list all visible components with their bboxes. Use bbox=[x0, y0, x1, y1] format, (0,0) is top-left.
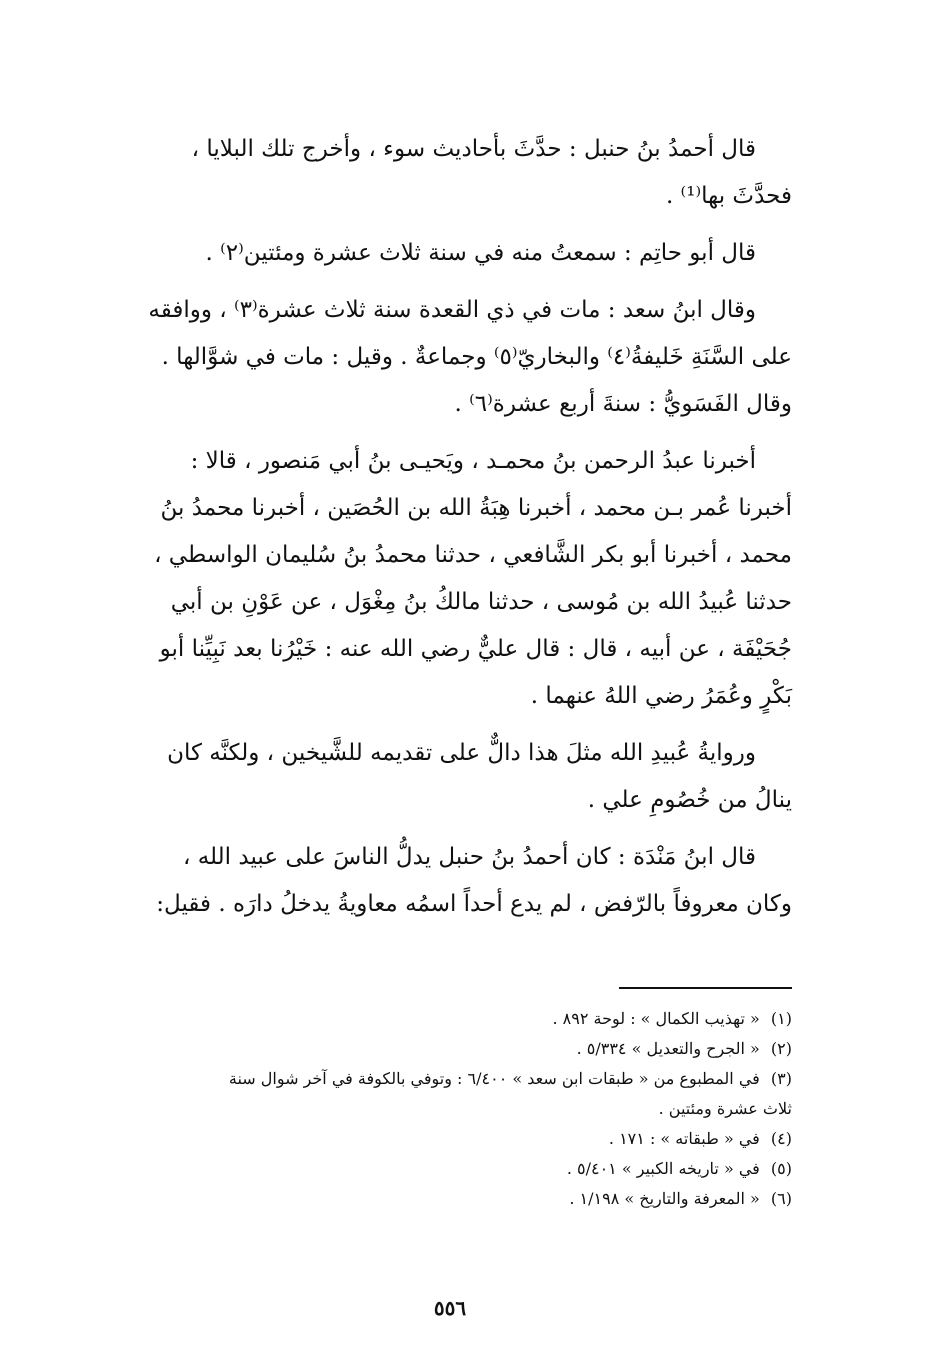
page-number: ٥٥٦ bbox=[433, 1296, 467, 1320]
footnote-divider bbox=[619, 987, 792, 989]
footnote-number: (١) bbox=[770, 1009, 792, 1028]
text-line: حدثنا عُبيدُ الله بن مُوسى ، حدثنا مالكُ بنُ مِغْوَل ، عن عَوْنِ بن أبي bbox=[170, 589, 792, 615]
footnote-number: (٥) bbox=[770, 1159, 792, 1178]
footnote-number: (٣) bbox=[770, 1069, 792, 1088]
footnote-number: (٦) bbox=[770, 1189, 792, 1208]
text-line: جُحَيْفَة ، عن أبيه ، قال : قال عليٌّ رضي الله عنه : خَيْرُنا بعد نَبِيِّنا أبو bbox=[159, 636, 792, 662]
text-line: بَكْرٍ وعُمَرُ رضي اللهُ عنهما . bbox=[530, 683, 792, 709]
text-line: أخبرنا عُمر بـن محمد ، أخبرنا هِبَةُ الله بن الحُصَين ، أخبرنا محمدُ بنُ bbox=[160, 495, 792, 521]
footnote-4 bbox=[132, 1124, 792, 1154]
text-line: ينالُ من خُصُومِ علي . bbox=[587, 787, 792, 813]
footnote-1 bbox=[132, 1004, 792, 1034]
footnote-text: في « طبقاته » : ١٧١ . bbox=[608, 1129, 760, 1148]
footnotes bbox=[132, 1004, 792, 1214]
footnote-number: (٤) bbox=[770, 1129, 792, 1148]
paragraph-6 bbox=[132, 834, 792, 928]
text-line: وقال الفَسَويُّ : سنةَ أربع عشرة⁽٦⁾ . bbox=[454, 391, 792, 417]
footnote-6 bbox=[132, 1184, 792, 1214]
text-line: قال أبو حاتِم : سمعتُ منه في سنة ثلاث عشرة ومئتين⁽٢⁾ . bbox=[205, 240, 756, 266]
footnote-3 bbox=[132, 1064, 792, 1094]
footnote-text: « تهذيب الكمال » : لوحة ٨٩٢ . bbox=[552, 1009, 760, 1028]
text-line: قال أحمدُ بنُ حنبل : حدَّثَ بأحاديث سوء ، وأخرج تلك البلايا ، bbox=[191, 136, 756, 162]
footnote-text: في المطبوع من « طبقات ابن سعد » ٦/٤٠٠ : وتوفي بالكوفة في آخر شوال سنة bbox=[228, 1069, 760, 1088]
footnote-2 bbox=[132, 1034, 792, 1064]
footnote-text: « المعرفة والتاريخ » ١/١٩٨ . bbox=[569, 1189, 760, 1208]
paragraph-2 bbox=[132, 230, 792, 277]
text-line: قال ابنُ مَنْدَة : كان أحمدُ بنُ حنبل يدلُّ الناسَ على عبيد الله ، bbox=[182, 844, 756, 870]
text-line: على السَّنَةِ خَليفةُ⁽٤⁾ والبخاريّ⁽٥⁾ وجماعةٌ . وقيل : مات في شوَّالها . bbox=[161, 344, 792, 370]
text-line: وكان معروفاً بالرّفض ، لم يدع أحداً اسمُه معاويةُ يدخلُ دارَه . فقيل: bbox=[156, 891, 792, 917]
main-text bbox=[132, 126, 792, 938]
paragraph-3 bbox=[132, 287, 792, 428]
text-line: فحدَّثَ بها⁽¹⁾ . bbox=[665, 183, 792, 209]
paragraph-4 bbox=[132, 438, 792, 720]
footnote-text: « الجرح والتعديل » ٥/٣٣٤ . bbox=[576, 1039, 760, 1058]
paragraph-1 bbox=[132, 126, 792, 220]
text-line: أخبرنا عبدُ الرحمن بنُ محمـد ، ويَحيـى بنُ أبي مَنصور ، قالا : bbox=[190, 448, 756, 474]
footnote-3-continuation: ثلاث عشرة ومئتين . bbox=[658, 1099, 792, 1118]
footnote-number: (٢) bbox=[770, 1039, 792, 1058]
text-line: محمد ، أخبرنا أبو بكر الشَّافعي ، حدثنا محمدُ بنُ سُليمان الواسطي ، bbox=[154, 542, 792, 568]
text-line: وروايةُ عُبيدِ الله مثلَ هذا دالٌّ على تقديمه للشَّيخين ، ولكنَّه كان bbox=[167, 740, 756, 766]
paragraph-5 bbox=[132, 730, 792, 824]
footnote-5 bbox=[132, 1154, 792, 1184]
footnote-text: في « تاريخه الكبير » ٥/٤٠١ . bbox=[566, 1159, 760, 1178]
text-line: وقال ابنُ سعد : مات في ذي القعدة سنة ثلاث عشرة⁽٣⁾ ، ووافقه bbox=[148, 297, 756, 323]
